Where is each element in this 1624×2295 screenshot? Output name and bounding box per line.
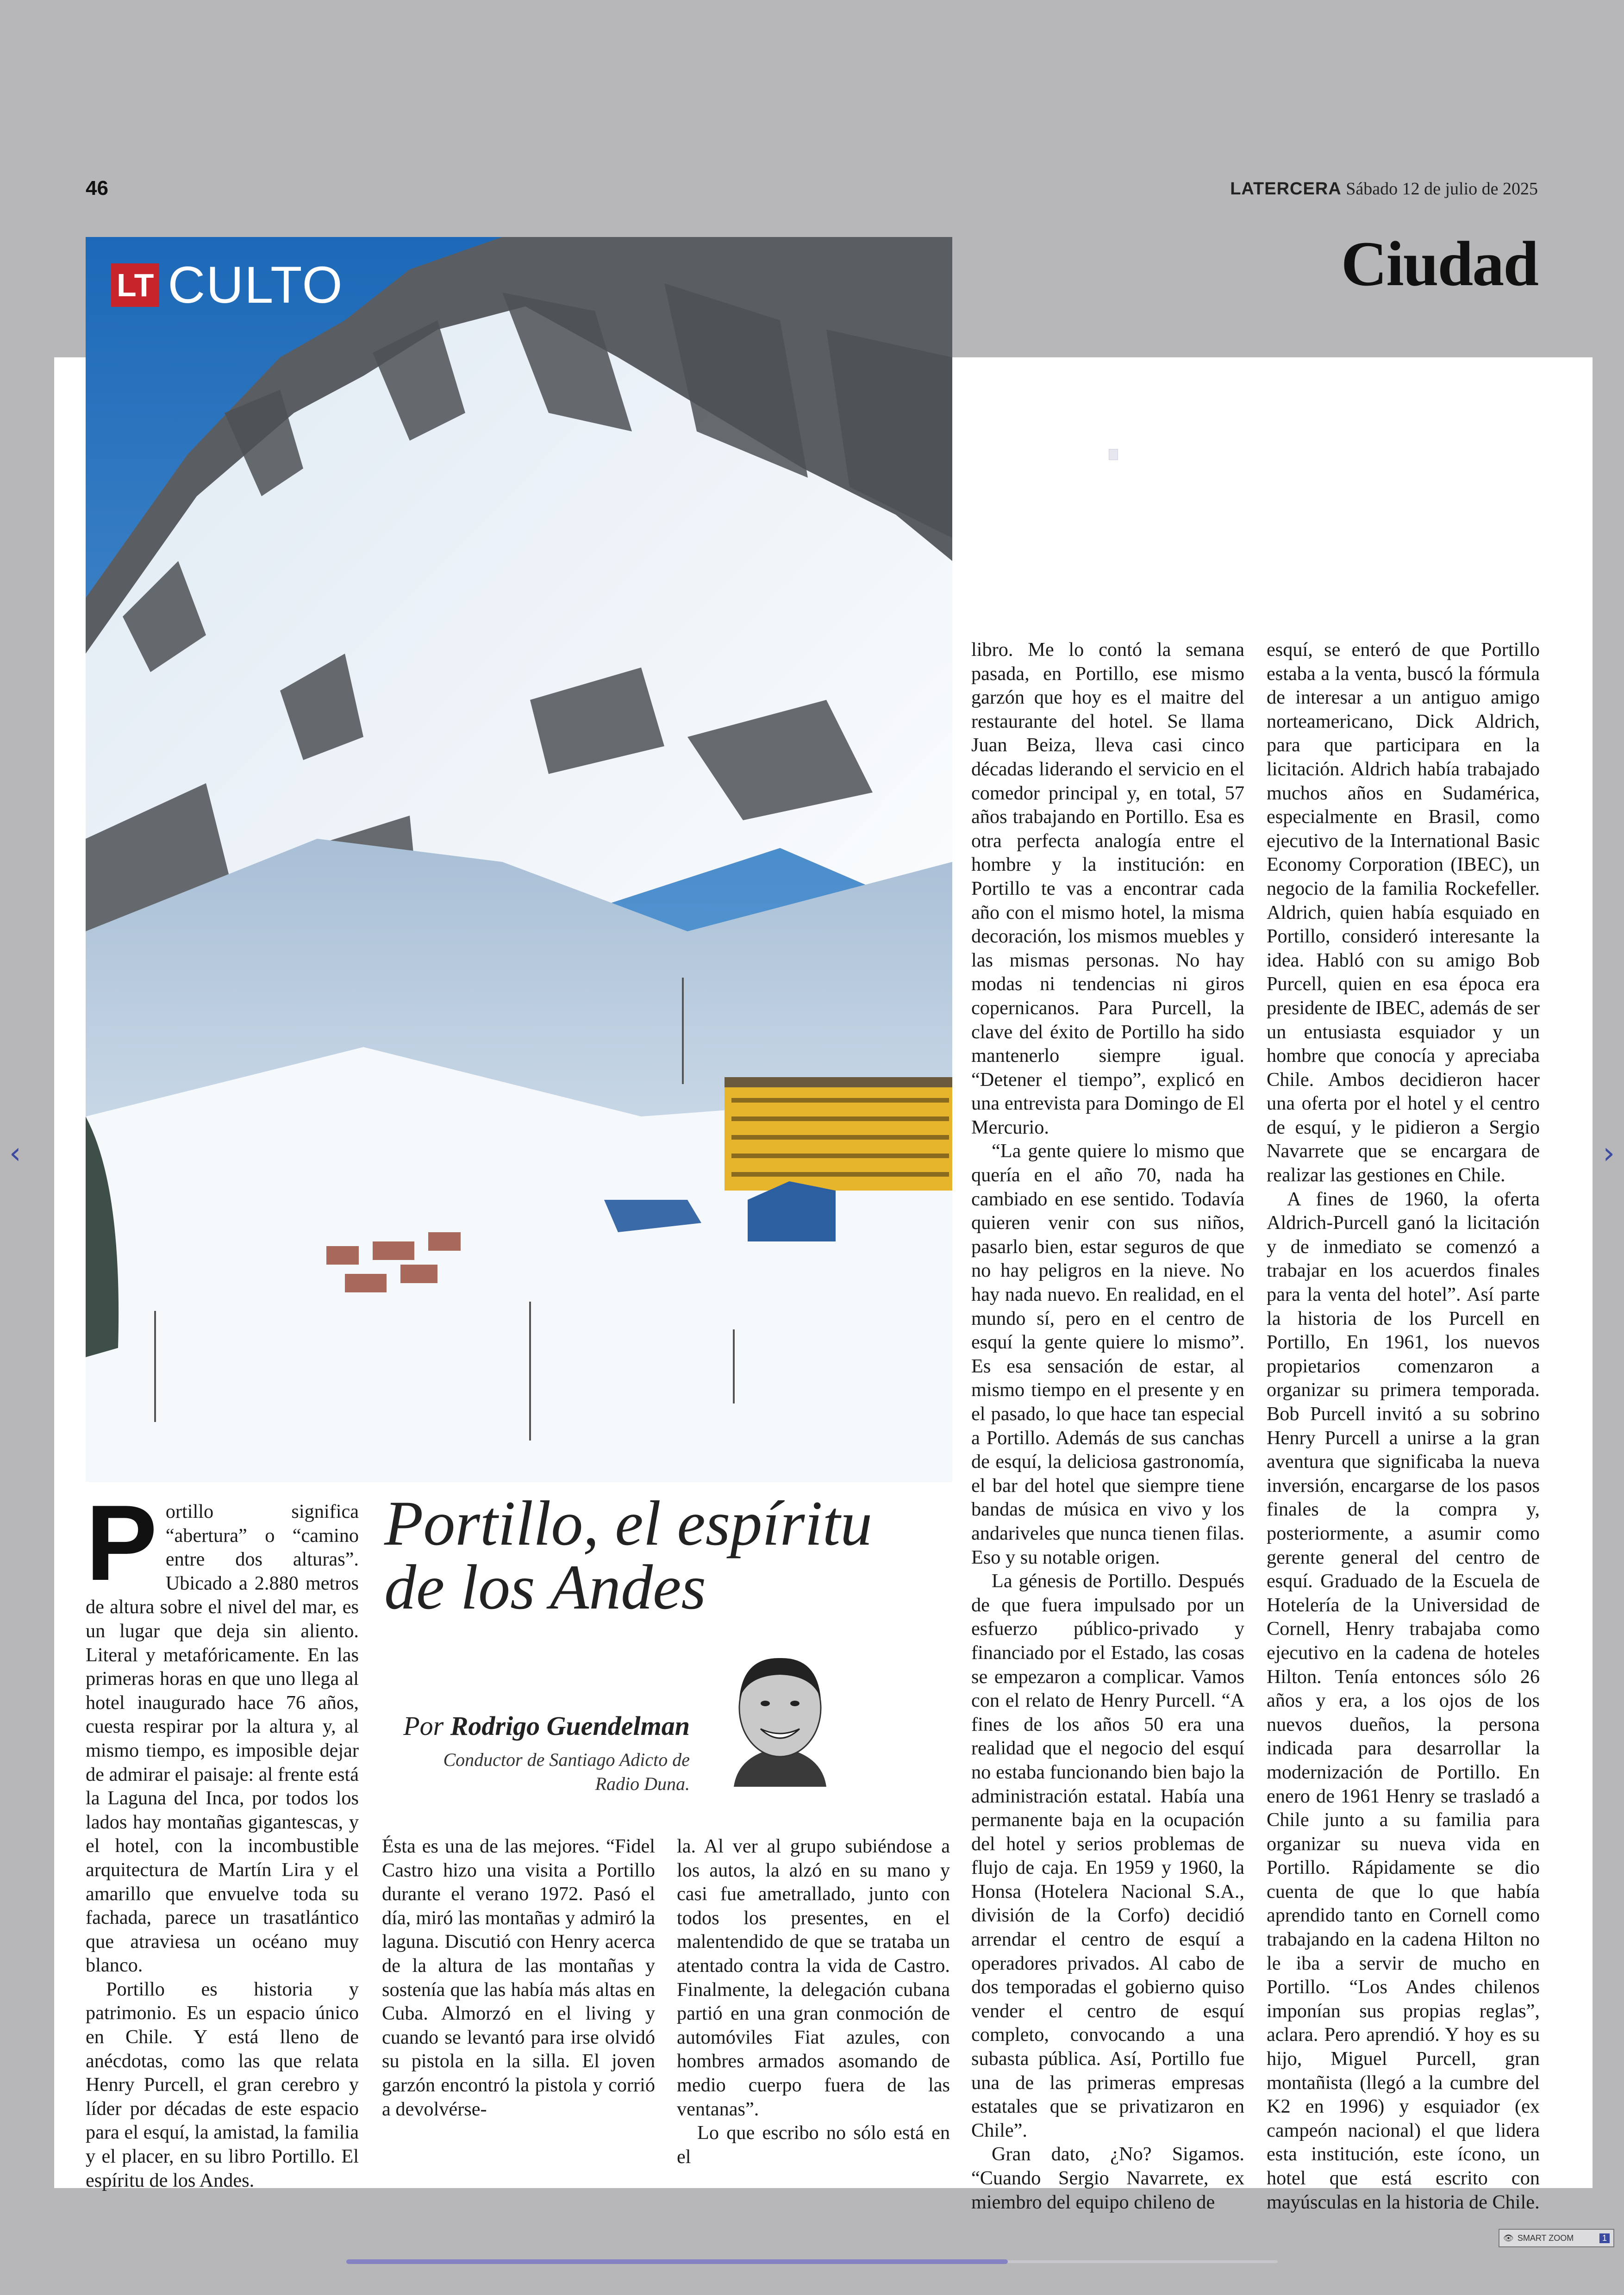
chevron-right-icon[interactable]: › (1603, 1136, 1615, 1171)
paragraph: A fines de 1960, la oferta Aldrich-Purcell ganó la licitación y de inmediato se comenzó a trabajar en los acuerdos finales para la venta del hotel”. Así parte la historia de los Purcell en Portillo, En 1961, los nuevos propietarios comenzaron a organizar su primera temporada. Bob Purcell invitó a su sobrino Henry Purcell a unirse a la gran aventura que significaba la nueva inversión, encargarse de los pasos finales de la compra y, posteriormente, a asumir como gerente general del centro de esquí. Graduado de la Escuela de Hotelería de la Universidad de Cornell, Henry trabajaba como ejecutivo en la cadena de hoteles Hilton. Tenía entonces sólo 26 años y era, a los ojos de los nuevos dueños, la persona indicada para desarrollar la modernización de Portillo. En enero de 1961 Henry se trasladó a Chile junto a su familia para organizar su nueva vida en Portillo. Rápidamente se dio cuenta de que lo que había aprendido tanto en Cornell como trabajando en la cadena Hilton no le iba a servir de mucho en Portillo. “Los Andes chilenos imponían sus propias reglas”, aclara. Pero aprendió. Y hoy es su hijo, Miguel Purcell, gran montañista (llegó a la cumbre del K2 en 1996) y esquiador (ex campeón nacional) el que lidera esta institución, este ícono, un hotel que está escrito con mayúsculas en la historia de Chile. (1267, 1188, 1540, 2213)
issue-date: Sábado 12 de julio de 2025 (1346, 179, 1538, 199)
paragraph: esquí, se enteró de que Portillo estaba a la venta, buscó la fórmula de interesar a un antiguo amigo norteamericano, Dick Aldrich, para que participara en la licitación. Aldrich había trabajado muchos años en Sudamérica, especialmente en Brasil, como ejecutivo de la International Basic Economy Corporation (IBEC), un negocio de la familia Rockefeller. Aldrich, quien había esquiado en Portillo, consideró interesante la idea. Habló con su amigo Bob Purcell, quien en esa época era presidente de IBEC, además de ser un entusiasta esquiador y un hombre que conocía y apreciaba Chile. Ambos decidieron hacer una oferta por el hotel y el centro de esquí, y le pidieron a Sergio Navarrete que se encargara de realizar las gestiones en Chile. (1267, 639, 1540, 1186)
author-portrait (725, 1648, 836, 1787)
paragraph: Portillo es historia y patrimonio. Es un espacio único en Chile. Y está lleno de anécdotas, como las que relata Henry Purcell, el gran cerebro y líder por décadas de este espacio para el esquí, la amistad, la familia y el placer, en su libro Portillo. El espíritu de los Andes. (86, 1978, 359, 2191)
paragraph: “La gente quiere lo mismo que quería en el año 70, nada ha cambiado en ese sentido. Todavía quieren venir con sus niños, pasarlo bien, estar seguros de que no hay peligros en la nieve. No hay nada nuevo. En realidad, en el mundo sí, pero en el centro de esquí la gente quiere lo mismo”. Es esa sensación de estar, al mismo tiempo en el presente y en el pasado, lo que hace tan especial a Portillo. Además de sus canchas de esquí, la deliciosa gastronomía, el bar del hotel que siempre tiene bandas de música en vivo y los andariveles que nunca tienen filas. Eso y su notable origen. (971, 1140, 1244, 1568)
paragraph: Lo que escribo no sólo está en el (677, 2122, 950, 2168)
masthead (1230, 179, 1538, 199)
paragraph: Gran dato, ¿No? Sigamos. “Cuando Sergio Navarrete, ex miembro del equipo chileno de (971, 2143, 1244, 2213)
paragraph: La génesis de Portillo. Después de que fuera impulsado por un esfuerzo público-privado y financiado por el Estado, las cosas se empezaron a complicar. Vamos con el relato de Henry Purcell. “A fines de los años 50 era una realidad que el negocio del esquí no estaba funcionando bien bajo la administración estatal. Había una permanente baja en la ocupación del hotel y serios problemas de flujo de caja. En 1959 y 1960, la Honsa (Hotelera Nacional S.A., división de la Corfo) decidió arrendar el centro de esquí a operadores privados. Al cabo de dos temporadas el gobierno quiso vender el centro de esquí completo, convocando a una subasta pública. Así, Portillo fue una de las primeras empresas estatales que se privatizaron en Chile”. (971, 1570, 1244, 2141)
paragraph: la. Al ver al grupo subiéndose a los autos, la alzó en su mano y casi fue ametrallado, junto con todos los presentes, en el malentendido de que se trataba un atentado contra la vida de Castro. Finalmente, la delegación cubana partió en una gran conmoción de automóviles Fiat azules, con hombres armados asomando de medio cuerpo fuera de las ventanas”. (677, 1835, 950, 2120)
smart-zoom-button[interactable] (1499, 2229, 1614, 2247)
paragraph: Ésta es una de las mejores. “Fidel Castro hizo una visita a Portillo durante el verano 1972. Pasó el día, miró las montañas y admiró la laguna. Discutió con Henry acerca de la altura de las montañas y sostenía que las había más altas en Cuba. Almorzó en el living y cuando se levantó para irse olvidó su pistola en la silla. El joven garzón encontró la pistola y corrió a devolvérse- (382, 1835, 655, 2120)
drop-cap: P (86, 1483, 157, 1603)
lt-logo-mark: LT (111, 263, 159, 307)
page-indicator: 1 (1599, 2233, 1610, 2243)
article-column-5 (1267, 638, 1540, 2214)
section-title: Ciudad (1341, 228, 1538, 299)
article-column-1 (86, 1483, 359, 2192)
byline (398, 1710, 690, 1796)
portillo-photo (86, 237, 952, 1482)
article-column-4 (971, 638, 1244, 2214)
chevron-left-icon[interactable]: ‹ (9, 1136, 21, 1171)
culto-logo-text: CULTO (168, 256, 344, 314)
page-marker-icon (1109, 449, 1118, 460)
byline-prefix: Por (403, 1711, 444, 1741)
smart-zoom-label: SMART ZOOM (1517, 2233, 1574, 2243)
lt-culto-logo (111, 256, 344, 314)
brand-name: LATERCERA (1230, 179, 1342, 199)
page-number: 46 (86, 177, 108, 200)
author-role: Conductor de Santiago Adicto de Radio Duna. (443, 1749, 690, 1794)
article-title: Portillo, el espíritu de los Andes (384, 1488, 873, 1622)
paragraph: ortillo significa “abertura” o “camino entre dos alturas”. Ubicado a 2.880 metros de altura sobre el nivel del mar, es un lugar que deja sin aliento. Literal y metafóricamente. En las primeras horas en que uno llega al hotel inaugurado hace 76 años, cuesta respirar por la altura y, al mismo tiempo, es imposible dejar de admirar el paisaje: al frente está la Laguna del Inca, por todos los lados hay montañas gigantescas, y el hotel, con la incombustible arquitectura de Martín Lira y el amarillo que envuelve toda su fachada, parece un trasatlántico que atraviesa un océano muy blanco. (86, 1501, 359, 1977)
author-name: Rodrigo Guendelman (450, 1711, 690, 1741)
page-scroll-thumb[interactable] (346, 2259, 1008, 2264)
article-column-2 (382, 1834, 655, 2121)
article-column-3 (677, 1834, 950, 2169)
paragraph: libro. Me lo contó la semana pasada, en Portillo, ese mismo garzón que hoy es el maitre del restaurante del hotel. Se llama Juan Beiza, lleva casi cinco décadas liderando el servicio en el comedor principal y, en total, 57 años trabajando en Portillo. Esa es otra perfecta analogía entre el hombre y la institución: en Portillo te vas a encontrar cada año con el mismo hotel, la misma decoración, los mismos muebles y las mismas personas. No hay modas ni tendencias ni giros copernicanos. Para Purcell, la clave del éxito de Portillo ha sido mantenerlo siempre igual. “Detener el tiempo”, explicó en una entrevista para Domingo de El Mercurio. (971, 639, 1244, 1138)
eye-icon: 👁 (1503, 2233, 1514, 2243)
